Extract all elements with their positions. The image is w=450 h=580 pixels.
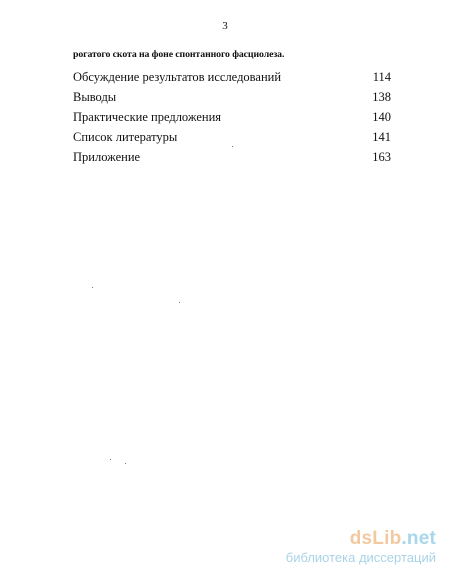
page-number: 3 [222,20,228,32]
toc-entry-page: 163 [372,150,391,164]
scan-speck [125,463,126,464]
toc-entry [73,87,391,107]
watermark-tagline: библиотека диссертаций [285,550,436,565]
toc-entry-title: Список литературы [73,130,178,144]
toc-entry-page: 138 [372,90,391,104]
toc-entry-title: Обсуждение результатов исследований [73,70,282,84]
toc-entry-page: 140 [372,110,391,124]
scan-speck [232,146,233,147]
scan-speck [92,287,93,288]
toc-entry [73,127,391,147]
watermark-logo-part1: dsLib [349,528,402,549]
scan-speck [179,302,180,303]
table-of-contents [73,67,391,167]
watermark-logo [286,528,436,550]
toc-entry-page: 141 [372,130,391,144]
toc-entry-page: 114 [372,70,391,84]
toc-entry [73,107,391,127]
toc-entry-title: Практические предложения [73,110,222,124]
toc-entry-title: Выводы [73,90,117,104]
toc-entry [73,67,391,87]
scan-speck [110,459,111,460]
watermark-logo-part2: .net [401,528,436,549]
toc-entry-title: Приложение [73,150,141,164]
watermark [286,528,436,566]
continuation-line: рогатого скота на фоне спонтанного фасциолеза. [73,49,285,60]
toc-entry [73,147,391,167]
